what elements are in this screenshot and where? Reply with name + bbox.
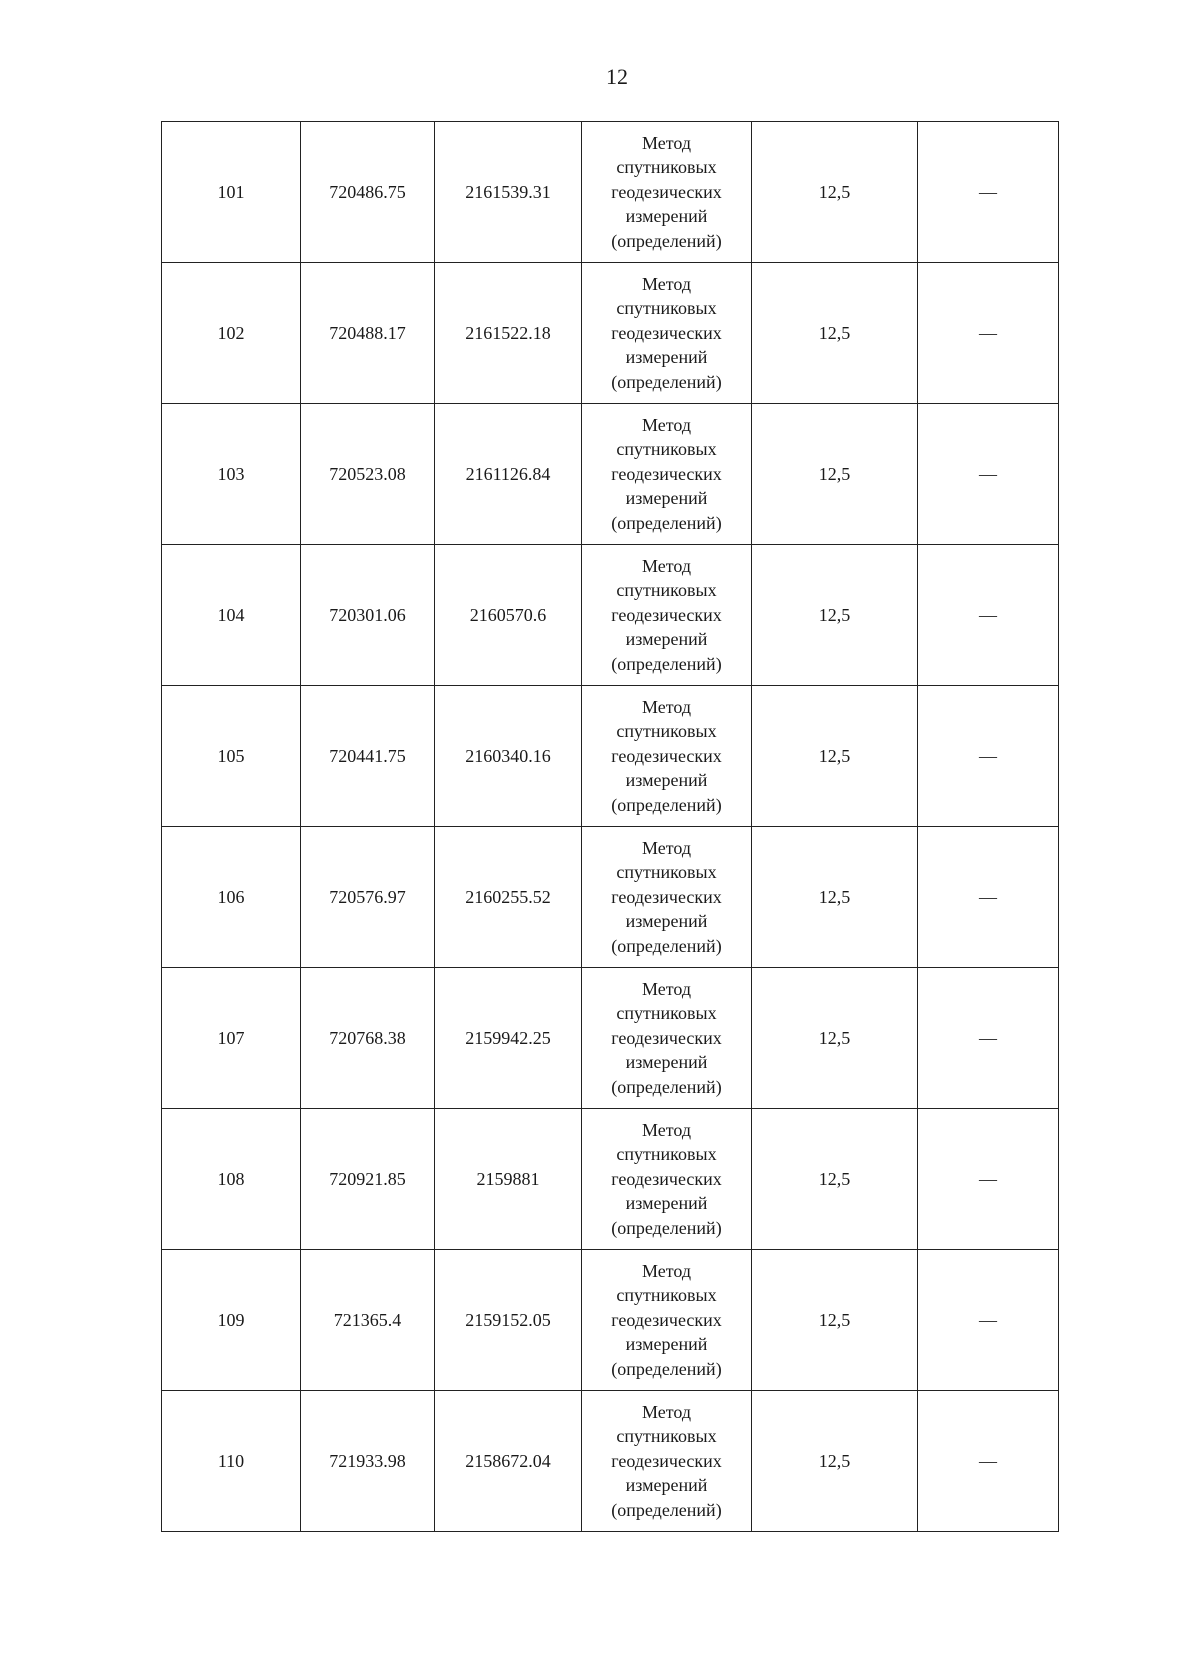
method-line: (определений) — [611, 230, 722, 251]
method-line: геодезических — [611, 1027, 722, 1048]
method-line: Метод — [641, 1260, 692, 1281]
method-line: измерений — [625, 1052, 708, 1073]
method-cell — [582, 1109, 752, 1250]
method-line: спутниковых — [616, 1285, 717, 1306]
note-cell: — — [918, 404, 1059, 545]
method-line: измерений — [625, 911, 708, 932]
method-cell — [582, 404, 752, 545]
method-line: (определений) — [611, 794, 722, 815]
note-cell: — — [918, 1391, 1059, 1532]
coordinates-table — [161, 121, 1059, 1532]
method-line: спутниковых — [616, 1003, 717, 1024]
method-line: измерений — [625, 629, 708, 650]
table-row — [162, 1391, 1059, 1532]
point-number-cell: 102 — [162, 263, 301, 404]
method-line: спутниковых — [616, 157, 717, 178]
method-line: Метод — [641, 837, 692, 858]
table-row — [162, 1250, 1059, 1391]
x-coordinate-cell: 720301.06 — [301, 545, 435, 686]
accuracy-cell: 12,5 — [752, 263, 918, 404]
accuracy-cell: 12,5 — [752, 1109, 918, 1250]
method-line: Метод — [641, 555, 692, 576]
method-line: Метод — [641, 273, 692, 294]
method-line: спутниковых — [616, 439, 717, 460]
table-row — [162, 686, 1059, 827]
point-number-cell: 107 — [162, 968, 301, 1109]
accuracy-cell: 12,5 — [752, 686, 918, 827]
method-line: геодезических — [611, 463, 722, 484]
method-line: (определений) — [611, 512, 722, 533]
y-coordinate-cell: 2159942.25 — [435, 968, 582, 1109]
note-cell: — — [918, 1109, 1059, 1250]
point-number-cell: 110 — [162, 1391, 301, 1532]
method-line: спутниковых — [616, 862, 717, 883]
table-body — [162, 122, 1059, 1532]
method-cell — [582, 263, 752, 404]
method-line: (определений) — [611, 371, 722, 392]
x-coordinate-cell: 720486.75 — [301, 122, 435, 263]
note-cell: — — [918, 968, 1059, 1109]
x-coordinate-cell: 720441.75 — [301, 686, 435, 827]
method-line: спутниковых — [616, 1144, 717, 1165]
point-number-cell: 106 — [162, 827, 301, 968]
accuracy-cell: 12,5 — [752, 1391, 918, 1532]
accuracy-cell: 12,5 — [752, 827, 918, 968]
method-line: Метод — [641, 1401, 692, 1422]
point-number-cell: 108 — [162, 1109, 301, 1250]
method-line: (определений) — [611, 1076, 722, 1097]
y-coordinate-cell: 2160570.6 — [435, 545, 582, 686]
method-cell — [582, 122, 752, 263]
method-line: спутниковых — [616, 721, 717, 742]
method-line: геодезических — [611, 181, 722, 202]
x-coordinate-cell: 720488.17 — [301, 263, 435, 404]
method-line: геодезических — [611, 1168, 722, 1189]
method-line: спутниковых — [616, 1426, 717, 1447]
method-line: геодезических — [611, 604, 722, 625]
table-row — [162, 404, 1059, 545]
accuracy-cell: 12,5 — [752, 545, 918, 686]
note-cell: — — [918, 545, 1059, 686]
y-coordinate-cell: 2159881 — [435, 1109, 582, 1250]
method-line: геодезических — [611, 1450, 722, 1471]
method-line: измерений — [625, 206, 708, 227]
method-line: измерений — [625, 1475, 708, 1496]
method-line: (определений) — [611, 935, 722, 956]
method-line: спутниковых — [616, 298, 717, 319]
table-row — [162, 1109, 1059, 1250]
method-line: геодезических — [611, 1309, 722, 1330]
method-line: измерений — [625, 1334, 708, 1355]
x-coordinate-cell: 720921.85 — [301, 1109, 435, 1250]
point-number-cell: 109 — [162, 1250, 301, 1391]
y-coordinate-cell: 2158672.04 — [435, 1391, 582, 1532]
method-line: (определений) — [611, 1217, 722, 1238]
method-line: измерений — [625, 347, 708, 368]
point-number-cell: 101 — [162, 122, 301, 263]
table-row — [162, 263, 1059, 404]
accuracy-cell: 12,5 — [752, 1250, 918, 1391]
x-coordinate-cell: 721365.4 — [301, 1250, 435, 1391]
point-number-cell: 104 — [162, 545, 301, 686]
method-line: Метод — [641, 978, 692, 999]
x-coordinate-cell: 720523.08 — [301, 404, 435, 545]
note-cell: — — [918, 263, 1059, 404]
method-line: Метод — [641, 132, 692, 153]
method-line: Метод — [641, 1119, 692, 1140]
y-coordinate-cell: 2159152.05 — [435, 1250, 582, 1391]
table-row — [162, 968, 1059, 1109]
method-line: (определений) — [611, 1499, 722, 1520]
method-cell — [582, 827, 752, 968]
y-coordinate-cell: 2160255.52 — [435, 827, 582, 968]
method-line: геодезических — [611, 745, 722, 766]
y-coordinate-cell: 2161522.18 — [435, 263, 582, 404]
note-cell: — — [918, 1250, 1059, 1391]
method-line: спутниковых — [616, 580, 717, 601]
accuracy-cell: 12,5 — [752, 122, 918, 263]
method-line: геодезических — [611, 886, 722, 907]
method-cell — [582, 686, 752, 827]
x-coordinate-cell: 720576.97 — [301, 827, 435, 968]
method-line: измерений — [625, 1193, 708, 1214]
accuracy-cell: 12,5 — [752, 968, 918, 1109]
note-cell: — — [918, 827, 1059, 968]
y-coordinate-cell: 2160340.16 — [435, 686, 582, 827]
method-line: геодезических — [611, 322, 722, 343]
table-row — [162, 122, 1059, 263]
table-row — [162, 545, 1059, 686]
y-coordinate-cell: 2161539.31 — [435, 122, 582, 263]
method-cell — [582, 968, 752, 1109]
method-line: (определений) — [611, 653, 722, 674]
method-line: измерений — [625, 770, 708, 791]
point-number-cell: 103 — [162, 404, 301, 545]
method-cell — [582, 1250, 752, 1391]
accuracy-cell: 12,5 — [752, 404, 918, 545]
method-line: Метод — [641, 414, 692, 435]
note-cell: — — [918, 686, 1059, 827]
method-line: Метод — [641, 696, 692, 717]
y-coordinate-cell: 2161126.84 — [435, 404, 582, 545]
method-cell — [582, 545, 752, 686]
note-cell: — — [918, 122, 1059, 263]
method-line: измерений — [625, 488, 708, 509]
page-number: 12 — [606, 64, 628, 89]
table-row — [162, 827, 1059, 968]
x-coordinate-cell: 720768.38 — [301, 968, 435, 1109]
x-coordinate-cell: 721933.98 — [301, 1391, 435, 1532]
method-line: (определений) — [611, 1358, 722, 1379]
method-cell — [582, 1391, 752, 1532]
point-number-cell: 105 — [162, 686, 301, 827]
